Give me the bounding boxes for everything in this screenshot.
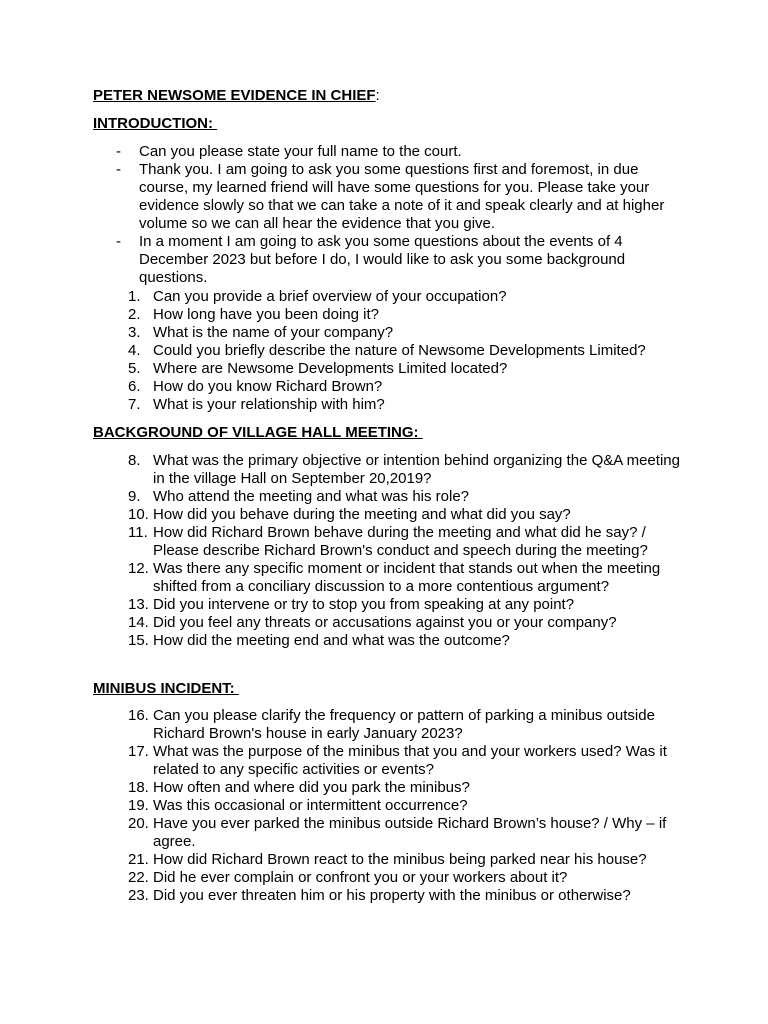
list-item-number: 3.	[128, 324, 141, 341]
list-item	[0, 396, 768, 414]
list-item	[0, 797, 768, 815]
list-item	[0, 452, 768, 488]
document-title-suffix: :	[375, 87, 380, 104]
list-item	[0, 360, 768, 378]
list-item-number: 12.	[128, 560, 149, 577]
list-item	[0, 560, 768, 596]
list-item	[0, 488, 768, 506]
list-item-text: Was there any specific moment or incident that stands out when the meeting shifted from a conciliary discussion to a more contentious argument?	[153, 560, 661, 595]
section-heading-introduction	[93, 115, 217, 133]
list-item	[0, 779, 768, 797]
list-item	[0, 524, 768, 560]
list-item	[0, 596, 768, 614]
list-item-number: 19.	[128, 797, 149, 814]
list-item-text: How did Richard Brown behave during the meeting and what did he say? / Please describe Richard Brown's conduct and speech during the meeting?	[153, 524, 648, 559]
list-item-text: Who attend the meeting and what was his role?	[153, 488, 470, 505]
list-item-text: Could you briefly describe the nature of Newsome Developments Limited?	[153, 342, 646, 359]
list-item	[0, 869, 768, 887]
list-item-number: 22.	[128, 869, 149, 886]
list-item	[0, 324, 768, 342]
section-heading-minibus-incident-text: MINIBUS INCIDENT:	[93, 680, 239, 697]
dash-marker: -	[116, 161, 121, 178]
list-item	[0, 506, 768, 524]
list-item-text: Thank you. I am going to ask you some questions first and foremost, in due course, my learned friend will have some questions for you. Please take your evidence slowly so that we can take a note of it and speak clearly and at higher volume so we can all hear the evidence that you give.	[139, 161, 665, 232]
list-item-text: Did you ever threaten him or his property with the minibus or otherwise?	[153, 887, 631, 904]
list-item	[0, 306, 768, 324]
village-hall-numbered-list	[0, 452, 768, 650]
list-item	[0, 614, 768, 632]
list-item-text: What was the primary objective or intention behind organizing the Q&A meeting in the village Hall on September 20,2019?	[153, 452, 680, 487]
list-item-text: What is your relationship with him?	[153, 396, 385, 413]
list-item	[0, 851, 768, 869]
list-item-text: Where are Newsome Developments Limited located?	[153, 360, 508, 377]
list-item-number: 7.	[128, 396, 141, 413]
list-item-number: 23.	[128, 887, 149, 904]
list-item	[0, 288, 768, 306]
list-item-number: 9.	[128, 488, 141, 505]
intro-numbered-list	[0, 288, 768, 414]
list-item-text: Did you intervene or try to stop you from speaking at any point?	[153, 596, 575, 613]
document-title-text: PETER NEWSOME EVIDENCE IN CHIEF	[93, 87, 376, 104]
minibus-numbered-list	[0, 707, 768, 905]
list-item-number: 13.	[128, 596, 149, 613]
list-item	[0, 342, 768, 360]
list-item-number: 20.	[128, 815, 149, 832]
list-item-number: 5.	[128, 360, 141, 377]
list-item-text: How did Richard Brown react to the minibus being parked near his house?	[153, 851, 647, 868]
list-item-number: 18.	[128, 779, 149, 796]
list-item-text: Did he ever complain or confront you or your workers about it?	[153, 869, 568, 886]
list-item-text: Can you provide a brief overview of your occupation?	[153, 288, 507, 305]
list-item-number: 2.	[128, 306, 141, 323]
list-item-text: How did you behave during the meeting and what did you say?	[153, 506, 571, 523]
list-item-text: How long have you been doing it?	[153, 306, 379, 323]
section-heading-minibus-incident	[93, 680, 239, 698]
list-item-number: 14.	[128, 614, 149, 631]
list-item-text: How did the meeting end and what was the outcome?	[153, 632, 510, 649]
intro-dash-list	[0, 143, 768, 287]
list-item	[0, 233, 768, 287]
list-item	[0, 707, 768, 743]
list-item-text: What is the name of your company?	[153, 324, 394, 341]
list-item-number: 4.	[128, 342, 141, 359]
list-item	[0, 815, 768, 851]
list-item-number: 17.	[128, 743, 149, 760]
list-item-number: 21.	[128, 851, 149, 868]
list-item-number: 16.	[128, 707, 149, 724]
list-item-number: 1.	[128, 288, 141, 305]
list-item-number: 6.	[128, 378, 141, 395]
list-item-text: How often and where did you park the minibus?	[153, 779, 470, 796]
list-item-number: 11.	[128, 524, 148, 541]
dash-marker: -	[116, 143, 121, 160]
dash-marker: -	[116, 233, 121, 250]
list-item-text: Can you please clarify the frequency or pattern of parking a minibus outside Richard Brown's house in early January 2023?	[153, 707, 655, 742]
section-heading-introduction-text: INTRODUCTION:	[93, 115, 218, 132]
list-item-text: Did you feel any threats or accusations against you or your company?	[153, 614, 617, 631]
document-title	[93, 87, 380, 105]
list-item-number: 10.	[128, 506, 149, 523]
list-item	[0, 378, 768, 396]
list-item-number: 8.	[128, 452, 141, 469]
list-item-text: In a moment I am going to ask you some questions about the events of 4 December 2023 but before I do, I would like to ask you some background questions.	[139, 233, 626, 286]
list-item	[0, 743, 768, 779]
list-item	[0, 632, 768, 650]
list-item	[0, 887, 768, 905]
list-item-text: Have you ever parked the minibus outside Richard Brown’s house? / Why – if agree.	[153, 815, 667, 850]
list-item-number: 15.	[128, 632, 149, 649]
list-item-text: What was the purpose of the minibus that you and your workers used? Was it related to any specific activities or events?	[153, 743, 667, 778]
list-item	[0, 143, 768, 161]
list-item-text: Was this occasional or intermittent occurrence?	[153, 797, 468, 814]
list-item-text: Can you please state your full name to the court.	[139, 143, 462, 160]
section-heading-village-hall-meeting-text: BACKGROUND OF VILLAGE HALL MEETING:	[93, 424, 423, 441]
section-heading-village-hall-meeting	[93, 424, 423, 442]
list-item	[0, 161, 768, 233]
list-item-text: How do you know Richard Brown?	[153, 378, 383, 395]
